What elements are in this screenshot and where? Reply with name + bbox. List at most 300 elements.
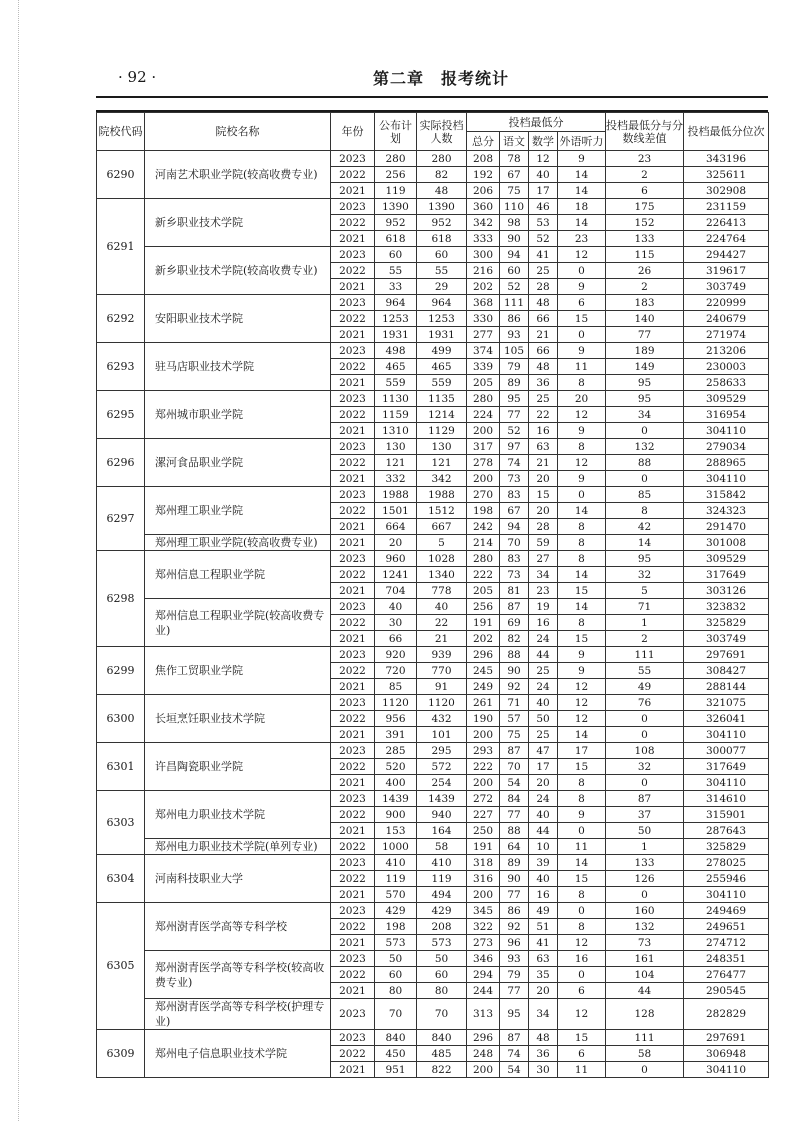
score-diff-cell: 133 <box>606 855 684 871</box>
math-score-cell: 20 <box>529 471 558 487</box>
plan-cell: 720 <box>375 663 417 679</box>
rank-cell: 282829 <box>684 999 769 1030</box>
math-score-cell: 36 <box>529 375 558 391</box>
total-score-cell: 200 <box>467 423 500 439</box>
score-diff-cell: 175 <box>606 199 684 215</box>
year-cell: 2021 <box>331 471 375 487</box>
total-score-cell: 294 <box>467 967 500 983</box>
col-year-header: 年份 <box>331 113 375 151</box>
rank-cell: 291470 <box>684 519 769 535</box>
page-header <box>118 66 768 90</box>
english-score-cell: 8 <box>558 551 606 567</box>
english-score-cell: 9 <box>558 151 606 167</box>
total-score-cell: 245 <box>467 663 500 679</box>
rank-cell: 278025 <box>684 855 769 871</box>
total-score-cell: 192 <box>467 167 500 183</box>
math-score-cell: 24 <box>529 679 558 695</box>
math-score-cell: 28 <box>529 279 558 295</box>
math-score-cell: 49 <box>529 903 558 919</box>
plan-cell: 952 <box>375 215 417 231</box>
school-code-cell: 6300 <box>97 695 145 743</box>
plan-cell: 664 <box>375 519 417 535</box>
plan-cell: 60 <box>375 247 417 263</box>
enrolled-cell: 485 <box>417 1046 467 1062</box>
plan-cell: 410 <box>375 855 417 871</box>
plan-cell: 920 <box>375 647 417 663</box>
plan-cell: 900 <box>375 807 417 823</box>
year-cell: 2022 <box>331 567 375 583</box>
total-score-cell: 261 <box>467 695 500 711</box>
school-name-cell: 郑州澍青医学高等专科学校(较高收费专业) <box>145 951 331 999</box>
total-score-cell: 330 <box>467 311 500 327</box>
chinese-score-cell: 86 <box>500 903 529 919</box>
school-name-cell: 郑州信息工程职业学院(较高收费专业) <box>145 599 331 647</box>
plan-cell: 285 <box>375 743 417 759</box>
math-score-cell: 23 <box>529 583 558 599</box>
english-score-cell: 8 <box>558 535 606 551</box>
table-row <box>97 551 769 567</box>
enrolled-cell: 164 <box>417 823 467 839</box>
year-cell: 2023 <box>331 295 375 311</box>
english-score-cell: 20 <box>558 391 606 407</box>
enrolled-cell: 342 <box>417 471 467 487</box>
math-score-cell: 20 <box>529 503 558 519</box>
school-code-cell: 6290 <box>97 151 145 199</box>
english-score-cell: 14 <box>558 727 606 743</box>
english-score-cell: 8 <box>558 439 606 455</box>
total-score-cell: 272 <box>467 791 500 807</box>
chinese-score-cell: 87 <box>500 599 529 615</box>
enrolled-cell: 1028 <box>417 551 467 567</box>
english-score-cell: 8 <box>558 919 606 935</box>
table-row <box>97 151 769 167</box>
english-score-cell: 6 <box>558 983 606 999</box>
school-name-cell: 河南科技职业大学 <box>145 855 331 903</box>
year-cell: 2022 <box>331 359 375 375</box>
total-score-cell: 224 <box>467 407 500 423</box>
score-diff-cell: 111 <box>606 1030 684 1046</box>
plan-cell: 1390 <box>375 199 417 215</box>
year-cell: 2023 <box>331 343 375 359</box>
english-score-cell: 12 <box>558 999 606 1030</box>
score-diff-cell: 42 <box>606 519 684 535</box>
rank-cell: 297691 <box>684 1030 769 1046</box>
plan-cell: 30 <box>375 615 417 631</box>
score-diff-cell: 32 <box>606 759 684 775</box>
math-score-cell: 10 <box>529 839 558 855</box>
score-diff-cell: 111 <box>606 647 684 663</box>
score-diff-cell: 71 <box>606 599 684 615</box>
math-score-cell: 20 <box>529 775 558 791</box>
plan-cell: 119 <box>375 183 417 199</box>
table-row <box>97 439 769 455</box>
math-score-cell: 28 <box>529 519 558 535</box>
math-score-cell: 41 <box>529 935 558 951</box>
score-diff-cell: 104 <box>606 967 684 983</box>
score-diff-cell: 149 <box>606 359 684 375</box>
score-diff-cell: 152 <box>606 215 684 231</box>
plan-cell: 964 <box>375 295 417 311</box>
year-cell: 2021 <box>331 535 375 551</box>
math-score-cell: 39 <box>529 855 558 871</box>
chapter-title: 第二章 报考统计 <box>373 69 510 88</box>
enrolled-cell: 964 <box>417 295 467 311</box>
school-name-cell: 郑州电子信息职业技术学院 <box>145 1030 331 1078</box>
school-code-cell: 6293 <box>97 343 145 391</box>
english-score-cell: 9 <box>558 647 606 663</box>
enrolled-cell: 295 <box>417 743 467 759</box>
school-code-cell: 6303 <box>97 791 145 855</box>
chinese-score-cell: 95 <box>500 391 529 407</box>
english-score-cell: 16 <box>558 951 606 967</box>
school-code-cell: 6297 <box>97 487 145 551</box>
chinese-score-cell: 79 <box>500 967 529 983</box>
english-score-cell: 15 <box>558 871 606 887</box>
enrolled-cell: 82 <box>417 167 467 183</box>
plan-cell: 559 <box>375 375 417 391</box>
score-diff-cell: 5 <box>606 583 684 599</box>
table-row <box>97 599 769 615</box>
rank-cell: 319617 <box>684 263 769 279</box>
year-cell: 2021 <box>331 327 375 343</box>
score-diff-cell: 2 <box>606 167 684 183</box>
enrolled-cell: 1340 <box>417 567 467 583</box>
enrolled-cell: 208 <box>417 919 467 935</box>
rank-cell: 258633 <box>684 375 769 391</box>
math-score-cell: 21 <box>529 327 558 343</box>
table-row <box>97 1030 769 1046</box>
score-diff-cell: 95 <box>606 551 684 567</box>
plan-cell: 1130 <box>375 391 417 407</box>
school-code-cell: 6299 <box>97 647 145 695</box>
chinese-score-cell: 74 <box>500 455 529 471</box>
score-diff-cell: 95 <box>606 391 684 407</box>
rank-cell: 317649 <box>684 567 769 583</box>
rank-cell: 304110 <box>684 775 769 791</box>
score-diff-cell: 1 <box>606 615 684 631</box>
plan-cell: 121 <box>375 455 417 471</box>
rank-cell: 240679 <box>684 311 769 327</box>
total-score-cell: 318 <box>467 855 500 871</box>
english-score-cell: 9 <box>558 807 606 823</box>
rank-cell: 231159 <box>684 199 769 215</box>
school-name-cell: 新乡职业技术学院(较高收费专业) <box>145 247 331 295</box>
score-diff-cell: 1 <box>606 839 684 855</box>
year-cell: 2023 <box>331 855 375 871</box>
math-score-cell: 40 <box>529 807 558 823</box>
score-diff-cell: 6 <box>606 183 684 199</box>
chinese-score-cell: 77 <box>500 983 529 999</box>
enrolled-cell: 91 <box>417 679 467 695</box>
plan-cell: 1000 <box>375 839 417 855</box>
total-score-cell: 248 <box>467 1046 500 1062</box>
year-cell: 2021 <box>331 231 375 247</box>
chinese-score-cell: 67 <box>500 167 529 183</box>
year-cell: 2023 <box>331 999 375 1030</box>
school-code-cell: 6305 <box>97 903 145 1030</box>
total-score-cell: 205 <box>467 583 500 599</box>
math-score-cell: 46 <box>529 199 558 215</box>
rank-cell: 301008 <box>684 535 769 551</box>
enrolled-cell: 939 <box>417 647 467 663</box>
rank-cell: 249469 <box>684 903 769 919</box>
rank-cell: 325829 <box>684 615 769 631</box>
rank-cell: 304110 <box>684 1062 769 1078</box>
enrolled-cell: 559 <box>417 375 467 391</box>
plan-cell: 520 <box>375 759 417 775</box>
rank-cell: 226413 <box>684 215 769 231</box>
enrolled-cell: 1988 <box>417 487 467 503</box>
school-name-cell: 新乡职业技术学院 <box>145 199 331 247</box>
chinese-score-cell: 87 <box>500 1030 529 1046</box>
plan-cell: 960 <box>375 551 417 567</box>
total-score-cell: 360 <box>467 199 500 215</box>
total-score-cell: 202 <box>467 631 500 647</box>
math-score-cell: 44 <box>529 823 558 839</box>
col-english-header: 外语听力 <box>558 132 606 151</box>
year-cell: 2021 <box>331 775 375 791</box>
year-cell: 2023 <box>331 695 375 711</box>
english-score-cell: 15 <box>558 583 606 599</box>
math-score-cell: 34 <box>529 567 558 583</box>
total-score-cell: 200 <box>467 887 500 903</box>
enrolled-cell: 130 <box>417 439 467 455</box>
year-cell: 2021 <box>331 375 375 391</box>
english-score-cell: 14 <box>558 167 606 183</box>
plan-cell: 450 <box>375 1046 417 1062</box>
score-diff-cell: 140 <box>606 311 684 327</box>
year-cell: 2021 <box>331 887 375 903</box>
total-score-cell: 216 <box>467 263 500 279</box>
year-cell: 2022 <box>331 919 375 935</box>
enrolled-cell: 572 <box>417 759 467 775</box>
header-rule <box>96 96 768 98</box>
math-score-cell: 63 <box>529 951 558 967</box>
chinese-score-cell: 71 <box>500 695 529 711</box>
enrolled-cell: 1390 <box>417 199 467 215</box>
year-cell: 2023 <box>331 551 375 567</box>
enrolled-cell: 1129 <box>417 423 467 439</box>
chinese-score-cell: 97 <box>500 439 529 455</box>
year-cell: 2022 <box>331 839 375 855</box>
total-score-cell: 345 <box>467 903 500 919</box>
chinese-score-cell: 84 <box>500 791 529 807</box>
english-score-cell: 14 <box>558 503 606 519</box>
math-score-cell: 27 <box>529 551 558 567</box>
enrolled-cell: 840 <box>417 1030 467 1046</box>
math-score-cell: 16 <box>529 887 558 903</box>
rank-cell: 297691 <box>684 647 769 663</box>
english-score-cell: 17 <box>558 743 606 759</box>
english-score-cell: 12 <box>558 247 606 263</box>
english-score-cell: 23 <box>558 231 606 247</box>
plan-cell: 1253 <box>375 311 417 327</box>
enrolled-cell: 1512 <box>417 503 467 519</box>
table-row <box>97 743 769 759</box>
table-row <box>97 839 769 855</box>
enrolled-cell: 940 <box>417 807 467 823</box>
table-row <box>97 695 769 711</box>
score-diff-cell: 34 <box>606 407 684 423</box>
math-score-cell: 16 <box>529 423 558 439</box>
school-code-cell: 6292 <box>97 295 145 343</box>
col-math-header: 数学 <box>529 132 558 151</box>
total-score-cell: 190 <box>467 711 500 727</box>
score-diff-cell: 160 <box>606 903 684 919</box>
total-score-cell: 200 <box>467 471 500 487</box>
chinese-score-cell: 82 <box>500 631 529 647</box>
enrolled-cell: 48 <box>417 183 467 199</box>
col-total-header: 总分 <box>467 132 500 151</box>
enrolled-cell: 822 <box>417 1062 467 1078</box>
chinese-score-cell: 88 <box>500 647 529 663</box>
plan-cell: 1931 <box>375 327 417 343</box>
table-row <box>97 951 769 967</box>
chinese-score-cell: 98 <box>500 215 529 231</box>
table-row <box>97 487 769 503</box>
total-score-cell: 250 <box>467 823 500 839</box>
total-score-cell: 333 <box>467 231 500 247</box>
year-cell: 2021 <box>331 183 375 199</box>
plan-cell: 956 <box>375 711 417 727</box>
score-diff-cell: 115 <box>606 247 684 263</box>
english-score-cell: 8 <box>558 615 606 631</box>
plan-cell: 618 <box>375 231 417 247</box>
total-score-cell: 198 <box>467 503 500 519</box>
chinese-score-cell: 79 <box>500 359 529 375</box>
english-score-cell: 15 <box>558 759 606 775</box>
plan-cell: 256 <box>375 167 417 183</box>
page-number: · 92 · <box>118 68 157 86</box>
score-diff-cell: 108 <box>606 743 684 759</box>
rank-cell: 276477 <box>684 967 769 983</box>
score-diff-cell: 0 <box>606 471 684 487</box>
school-code-cell: 6298 <box>97 551 145 647</box>
english-score-cell: 15 <box>558 1030 606 1046</box>
rank-cell: 304110 <box>684 471 769 487</box>
rank-cell: 306948 <box>684 1046 769 1062</box>
year-cell: 2023 <box>331 199 375 215</box>
school-name-cell: 郑州电力职业技术学院 <box>145 791 331 839</box>
total-score-cell: 368 <box>467 295 500 311</box>
enrolled-cell: 410 <box>417 855 467 871</box>
chinese-score-cell: 60 <box>500 263 529 279</box>
english-score-cell: 12 <box>558 455 606 471</box>
plan-cell: 570 <box>375 887 417 903</box>
score-diff-cell: 0 <box>606 423 684 439</box>
col-diff-header: 投档最低分与分数线差值 <box>606 113 684 151</box>
rank-cell: 287643 <box>684 823 769 839</box>
chinese-score-cell: 93 <box>500 327 529 343</box>
math-score-cell: 17 <box>529 183 558 199</box>
school-name-cell: 郑州澍青医学高等专科学校(护理专业) <box>145 999 331 1030</box>
math-score-cell: 66 <box>529 343 558 359</box>
enrolled-cell: 58 <box>417 839 467 855</box>
score-diff-cell: 126 <box>606 871 684 887</box>
total-score-cell: 200 <box>467 727 500 743</box>
math-score-cell: 44 <box>529 647 558 663</box>
english-score-cell: 0 <box>558 823 606 839</box>
plan-cell: 465 <box>375 359 417 375</box>
enrolled-cell: 667 <box>417 519 467 535</box>
enrolled-cell: 40 <box>417 599 467 615</box>
score-diff-cell: 26 <box>606 263 684 279</box>
math-score-cell: 41 <box>529 247 558 263</box>
chinese-score-cell: 54 <box>500 1062 529 1078</box>
year-cell: 2022 <box>331 215 375 231</box>
enrolled-cell: 432 <box>417 711 467 727</box>
plan-cell: 498 <box>375 343 417 359</box>
enrolled-cell: 494 <box>417 887 467 903</box>
score-diff-cell: 128 <box>606 999 684 1030</box>
table-row <box>97 295 769 311</box>
math-score-cell: 17 <box>529 759 558 775</box>
year-cell: 2021 <box>331 423 375 439</box>
total-score-cell: 222 <box>467 759 500 775</box>
math-score-cell: 20 <box>529 983 558 999</box>
rank-cell: 248351 <box>684 951 769 967</box>
math-score-cell: 53 <box>529 215 558 231</box>
enrolled-cell: 29 <box>417 279 467 295</box>
rank-cell: 343196 <box>684 151 769 167</box>
year-cell: 2023 <box>331 599 375 615</box>
english-score-cell: 15 <box>558 631 606 647</box>
enrolled-cell: 70 <box>417 999 467 1030</box>
rank-cell: 220999 <box>684 295 769 311</box>
math-score-cell: 15 <box>529 487 558 503</box>
math-score-cell: 36 <box>529 1046 558 1062</box>
rank-cell: 316954 <box>684 407 769 423</box>
score-diff-cell: 85 <box>606 487 684 503</box>
total-score-cell: 222 <box>467 567 500 583</box>
school-name-cell: 河南艺术职业学院(较高收费专业) <box>145 151 331 199</box>
total-score-cell: 296 <box>467 1030 500 1046</box>
rank-cell: 326041 <box>684 711 769 727</box>
school-name-cell: 焦作工贸职业学院 <box>145 647 331 695</box>
math-score-cell: 40 <box>529 695 558 711</box>
total-score-cell: 313 <box>467 999 500 1030</box>
enrolled-cell: 1439 <box>417 791 467 807</box>
year-cell: 2023 <box>331 151 375 167</box>
col-min-score-group-header: 投档最低分 <box>467 113 606 132</box>
chinese-score-cell: 81 <box>500 583 529 599</box>
rank-cell: 324323 <box>684 503 769 519</box>
score-diff-cell: 0 <box>606 1062 684 1078</box>
school-code-cell: 6304 <box>97 855 145 903</box>
rank-cell: 294427 <box>684 247 769 263</box>
score-diff-cell: 14 <box>606 535 684 551</box>
rank-cell: 325611 <box>684 167 769 183</box>
rank-cell: 309529 <box>684 391 769 407</box>
chinese-score-cell: 78 <box>500 151 529 167</box>
math-score-cell: 22 <box>529 407 558 423</box>
plan-cell: 840 <box>375 1030 417 1046</box>
score-diff-cell: 161 <box>606 951 684 967</box>
total-score-cell: 317 <box>467 439 500 455</box>
score-diff-cell: 0 <box>606 775 684 791</box>
english-score-cell: 14 <box>558 567 606 583</box>
english-score-cell: 0 <box>558 487 606 503</box>
plan-cell: 1988 <box>375 487 417 503</box>
score-diff-cell: 44 <box>606 983 684 999</box>
total-score-cell: 280 <box>467 391 500 407</box>
rank-cell: 304110 <box>684 727 769 743</box>
rank-cell: 303749 <box>684 631 769 647</box>
chinese-score-cell: 70 <box>500 759 529 775</box>
score-diff-cell: 23 <box>606 151 684 167</box>
rank-cell: 323832 <box>684 599 769 615</box>
plan-cell: 119 <box>375 871 417 887</box>
